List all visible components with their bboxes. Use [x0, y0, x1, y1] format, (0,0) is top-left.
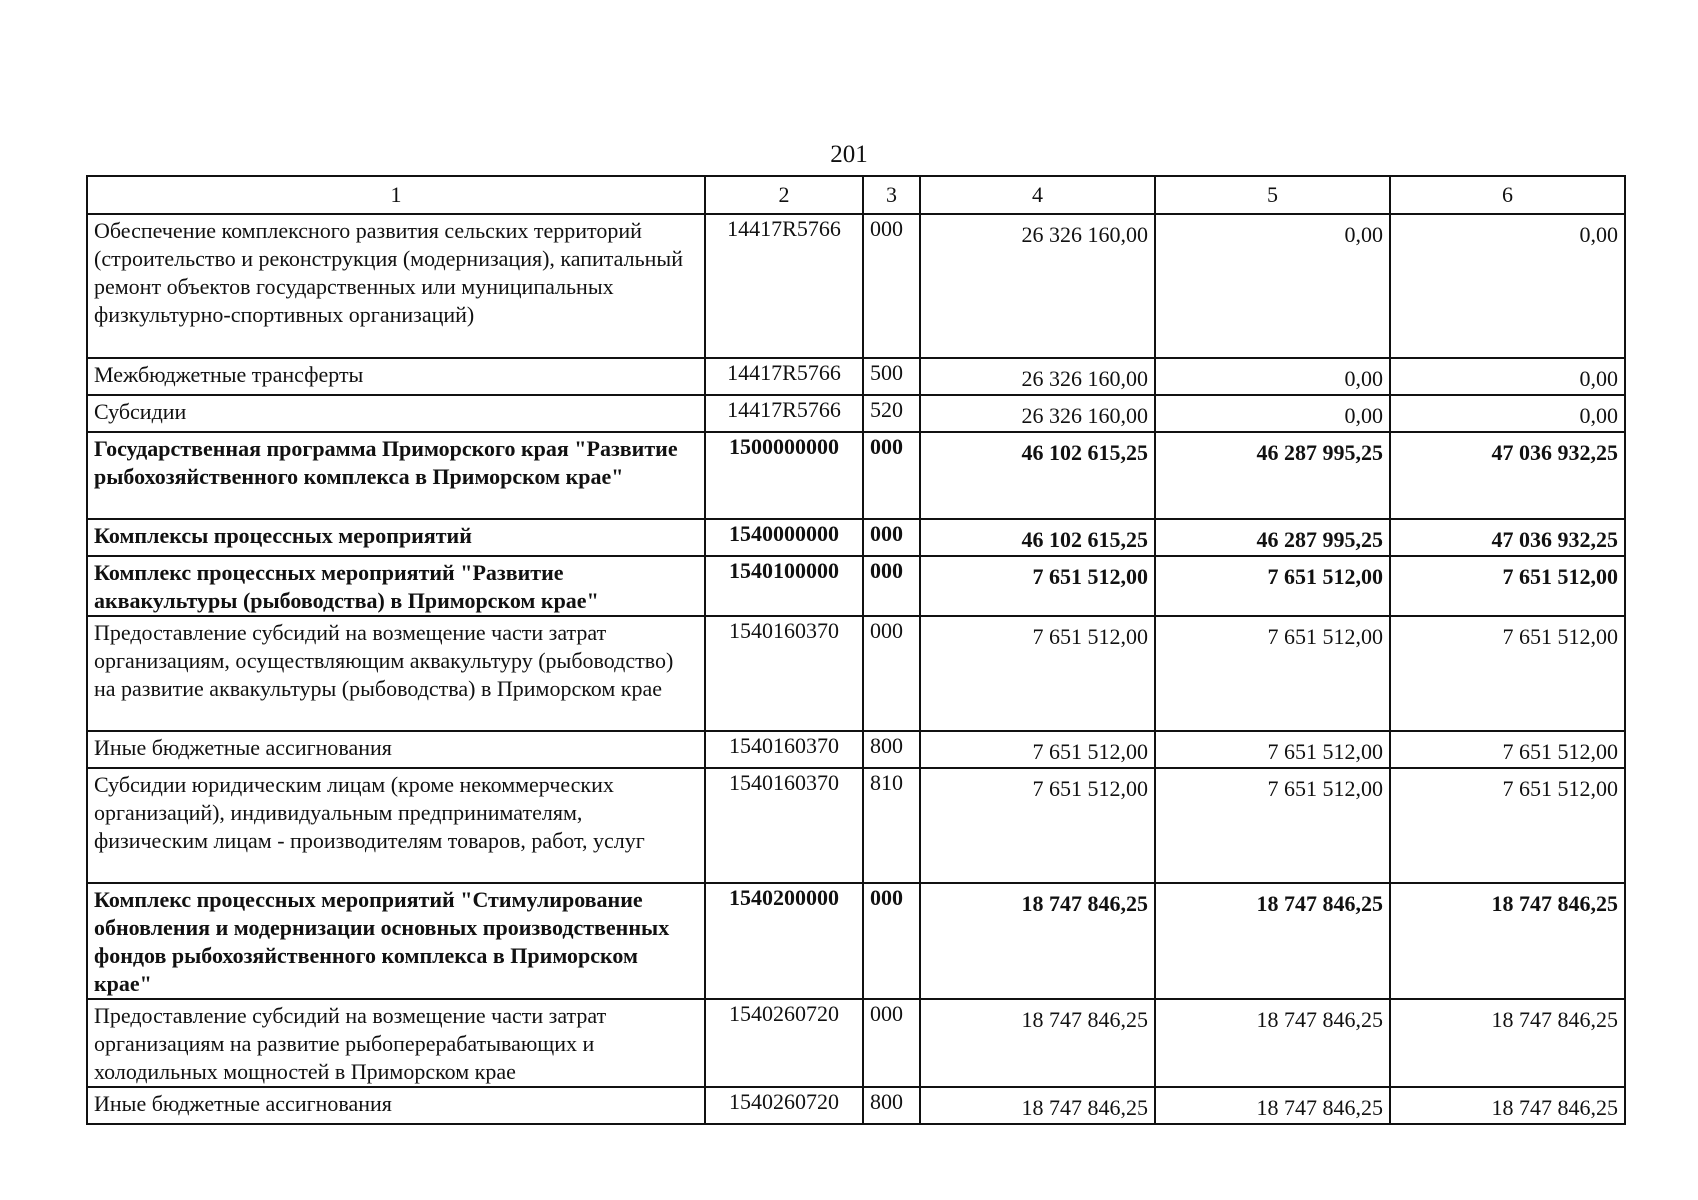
row-code: 14417R5766 [705, 395, 863, 432]
row-vr: 000 [863, 432, 920, 519]
row-vr: 800 [863, 731, 920, 768]
row-code: 14417R5766 [705, 214, 863, 358]
row-value-4: 26 326 160,00 [920, 214, 1155, 358]
row-value-5: 18 747 846,25 [1155, 883, 1390, 999]
row-value-5: 0,00 [1155, 358, 1390, 395]
table-row [87, 999, 1625, 1087]
row-code: 1540000000 [705, 519, 863, 556]
row-vr: 000 [863, 214, 920, 358]
row-code: 1540160370 [705, 768, 863, 883]
row-value-5: 18 747 846,25 [1155, 999, 1390, 1087]
row-name: Предоставление субсидий на возмещение части затрат организациям, осуществляющим аквакультуру (рыбоводство) на развитие аквакультуры (рыбоводства) в Приморском крае [87, 616, 705, 731]
table-row [87, 432, 1625, 519]
row-name: Иные бюджетные ассигнования [87, 731, 705, 768]
row-name: Комплексы процессных мероприятий [87, 519, 705, 556]
table-row [87, 616, 1625, 731]
row-vr: 810 [863, 768, 920, 883]
budget-table [86, 175, 1626, 1125]
row-name: Обеспечение комплексного развития сельских территорий (строительство и реконструкция (модернизация), капитальный ремонт объектов государственных или муниципальных физкультурно-спортивных организаций) [87, 214, 705, 358]
table-row [87, 395, 1625, 432]
header-cell-3: 3 [863, 176, 920, 214]
table-row [87, 519, 1625, 556]
row-value-6: 18 747 846,25 [1390, 999, 1625, 1087]
row-value-6: 7 651 512,00 [1390, 616, 1625, 731]
row-value-4: 46 102 615,25 [920, 519, 1155, 556]
row-value-4: 26 326 160,00 [920, 395, 1155, 432]
row-value-6: 0,00 [1390, 214, 1625, 358]
row-vr: 520 [863, 395, 920, 432]
row-vr: 000 [863, 999, 920, 1087]
row-value-6: 18 747 846,25 [1390, 1087, 1625, 1124]
row-value-4: 7 651 512,00 [920, 616, 1155, 731]
row-value-5: 7 651 512,00 [1155, 768, 1390, 883]
row-code: 1540160370 [705, 731, 863, 768]
header-cell-5: 5 [1155, 176, 1390, 214]
row-code: 1500000000 [705, 432, 863, 519]
table-row [87, 883, 1625, 999]
row-vr: 500 [863, 358, 920, 395]
header-cell-1: 1 [87, 176, 705, 214]
row-name: Комплекс процессных мероприятий "Стимулирование обновления и модернизации основных производственных фондов рыбохозяйственного комплекса в Приморском крае" [87, 883, 705, 999]
header-cell-4: 4 [920, 176, 1155, 214]
row-value-5: 7 651 512,00 [1155, 556, 1390, 616]
row-vr: 000 [863, 519, 920, 556]
row-code: 1540260720 [705, 1087, 863, 1124]
row-value-6: 7 651 512,00 [1390, 731, 1625, 768]
table-row [87, 556, 1625, 616]
row-vr: 800 [863, 1087, 920, 1124]
row-value-4: 46 102 615,25 [920, 432, 1155, 519]
row-value-6: 7 651 512,00 [1390, 768, 1625, 883]
row-vr: 000 [863, 883, 920, 999]
page-number: 201 [830, 141, 868, 168]
table-row [87, 768, 1625, 883]
row-value-4: 18 747 846,25 [920, 883, 1155, 999]
header-row [87, 176, 1625, 214]
row-name: Предоставление субсидий на возмещение части затрат организациям на развитие рыбоперерабатывающих и холодильных мощностей в Приморском крае [87, 999, 705, 1087]
row-name: Иные бюджетные ассигнования [87, 1087, 705, 1124]
row-value-5: 7 651 512,00 [1155, 616, 1390, 731]
row-code: 1540260720 [705, 999, 863, 1087]
row-value-5: 46 287 995,25 [1155, 432, 1390, 519]
row-code: 1540200000 [705, 883, 863, 999]
row-value-4: 7 651 512,00 [920, 556, 1155, 616]
header-cell-2: 2 [705, 176, 863, 214]
row-value-6: 0,00 [1390, 395, 1625, 432]
row-code: 1540160370 [705, 616, 863, 731]
row-name: Государственная программа Приморского края "Развитие рыбохозяйственного комплекса в Приморском крае" [87, 432, 705, 519]
row-code: 1540100000 [705, 556, 863, 616]
row-value-6: 0,00 [1390, 358, 1625, 395]
row-name: Субсидии юридическим лицам (кроме некоммерческих организаций), индивидуальным предпринимателям, физическим лицам - производителям товаров, работ, услуг [87, 768, 705, 883]
row-value-4: 18 747 846,25 [920, 999, 1155, 1087]
row-value-6: 47 036 932,25 [1390, 432, 1625, 519]
table-row [87, 1087, 1625, 1124]
row-value-4: 7 651 512,00 [920, 768, 1155, 883]
row-value-6: 47 036 932,25 [1390, 519, 1625, 556]
row-value-5: 0,00 [1155, 214, 1390, 358]
row-vr: 000 [863, 556, 920, 616]
row-name: Субсидии [87, 395, 705, 432]
header-cell-6: 6 [1390, 176, 1625, 214]
row-value-4: 18 747 846,25 [920, 1087, 1155, 1124]
table-row [87, 214, 1625, 358]
row-value-4: 26 326 160,00 [920, 358, 1155, 395]
table-row [87, 358, 1625, 395]
row-value-5: 18 747 846,25 [1155, 1087, 1390, 1124]
row-value-5: 0,00 [1155, 395, 1390, 432]
row-value-6: 18 747 846,25 [1390, 883, 1625, 999]
row-name: Межбюджетные трансферты [87, 358, 705, 395]
row-code: 14417R5766 [705, 358, 863, 395]
row-name: Комплекс процессных мероприятий "Развитие аквакультуры (рыбоводства) в Приморском крае" [87, 556, 705, 616]
row-value-5: 7 651 512,00 [1155, 731, 1390, 768]
row-value-4: 7 651 512,00 [920, 731, 1155, 768]
table-row [87, 731, 1625, 768]
row-value-6: 7 651 512,00 [1390, 556, 1625, 616]
row-vr: 000 [863, 616, 920, 731]
row-value-5: 46 287 995,25 [1155, 519, 1390, 556]
